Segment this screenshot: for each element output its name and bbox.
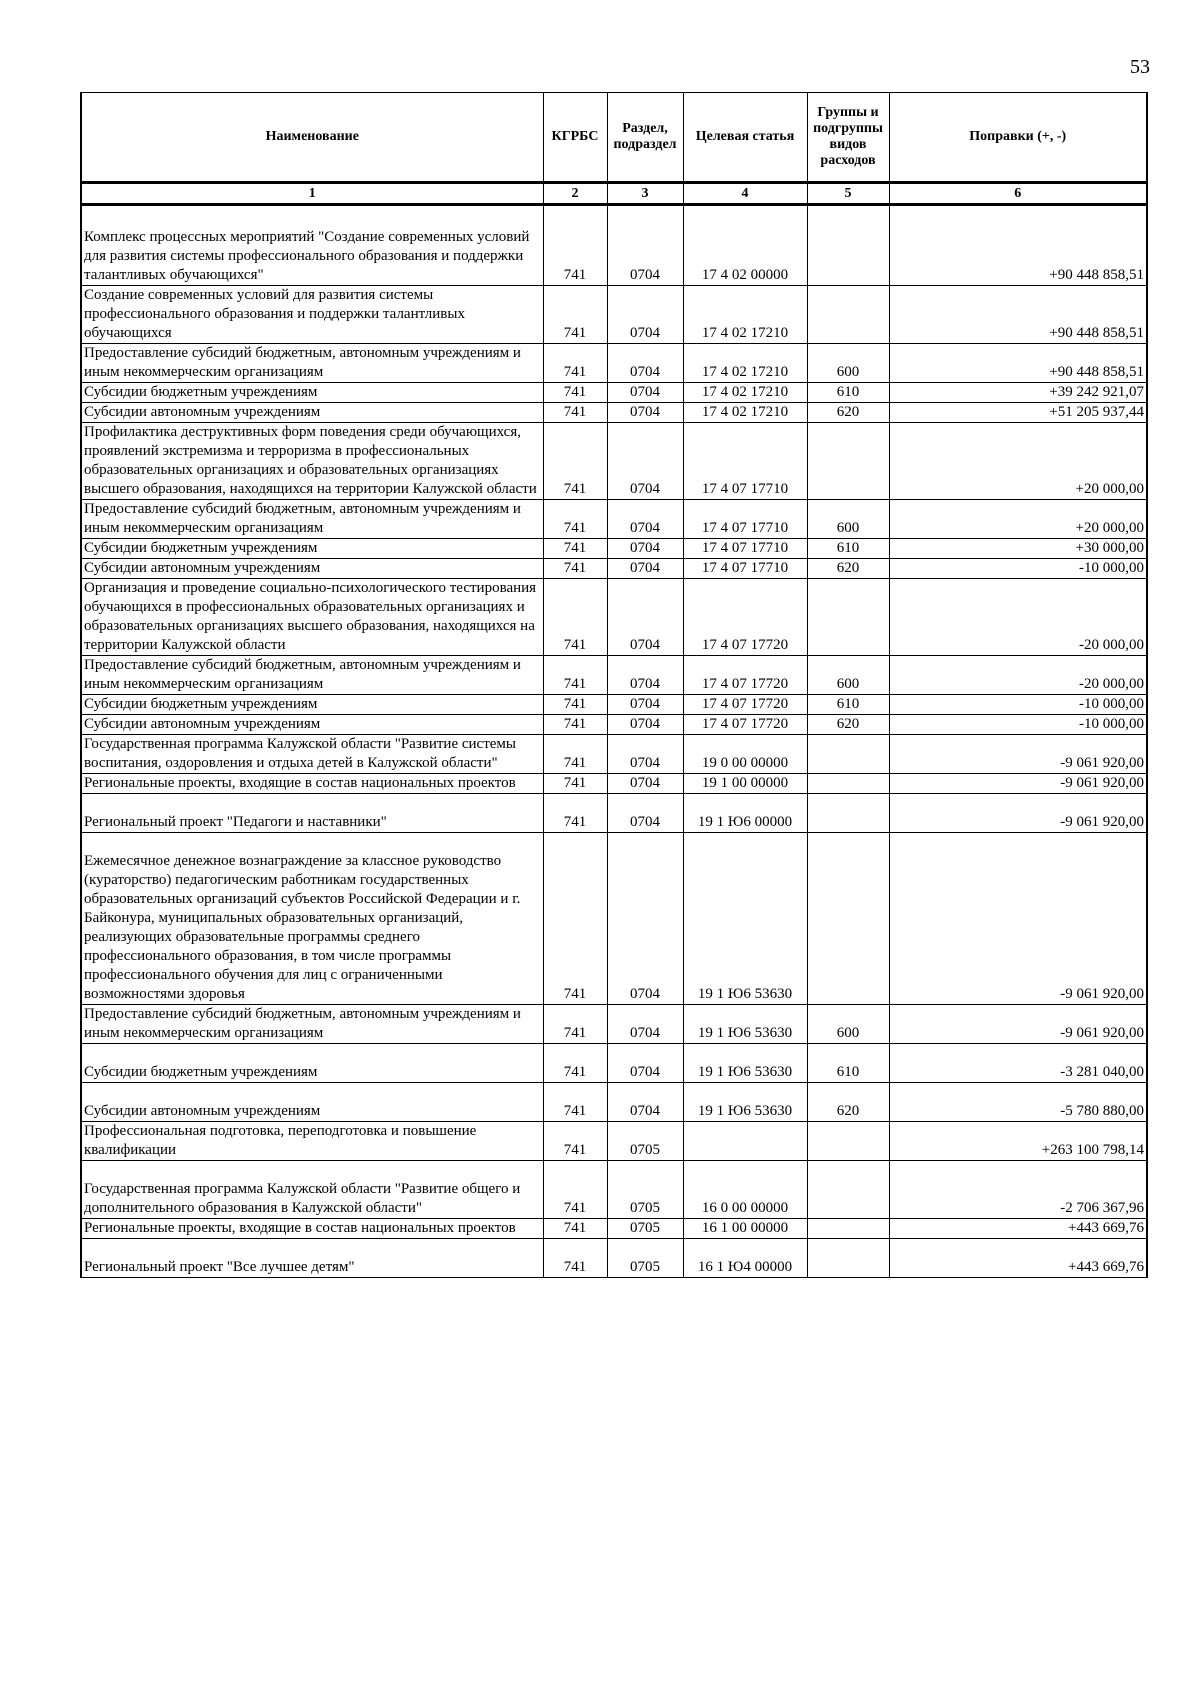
row-kgrbs: 741	[543, 735, 607, 774]
row-razdel: 0704	[607, 559, 683, 579]
row-name: Государственная программа Калужской области "Развитие системы воспитания, оздоровления и отдыха детей в Калужской области"	[81, 735, 543, 774]
row-target-article: 17 4 07 17710	[683, 559, 807, 579]
row-amount: -20 000,00	[889, 656, 1147, 695]
row-amount: +39 242 921,07	[889, 383, 1147, 403]
row-target-article: 17 4 07 17710	[683, 423, 807, 500]
header-row	[81, 93, 1147, 183]
row-expense-group: 620	[807, 403, 889, 423]
spacer-row	[81, 205, 1147, 229]
row-amount: +51 205 937,44	[889, 403, 1147, 423]
row-target-article: 16 1 Ю4 00000	[683, 1239, 807, 1278]
row-expense-group: 600	[807, 656, 889, 695]
row-kgrbs: 741	[543, 539, 607, 559]
row-kgrbs: 741	[543, 695, 607, 715]
row-amount: +90 448 858,51	[889, 286, 1147, 344]
row-amount: -10 000,00	[889, 559, 1147, 579]
row-name: Создание современных условий для развития системы профессионального образования и поддержки талантливых обучающихся	[81, 286, 543, 344]
row-name: Субсидии бюджетным учреждениям	[81, 1044, 543, 1083]
table-row	[81, 228, 1147, 286]
row-amount: -9 061 920,00	[889, 794, 1147, 833]
column-number: 4	[683, 183, 807, 205]
row-name: Предоставление субсидий бюджетным, автономным учреждениям и иным некоммерческим организациям	[81, 344, 543, 383]
row-amount: -3 281 040,00	[889, 1044, 1147, 1083]
row-razdel: 0704	[607, 500, 683, 539]
row-kgrbs: 741	[543, 794, 607, 833]
row-name: Предоставление субсидий бюджетным, автономным учреждениям и иным некоммерческим организациям	[81, 656, 543, 695]
row-name: Субсидии автономным учреждениям	[81, 403, 543, 423]
row-amount: -5 780 880,00	[889, 1083, 1147, 1122]
row-amount: +20 000,00	[889, 500, 1147, 539]
row-target-article: 16 1 00 00000	[683, 1219, 807, 1239]
row-razdel: 0704	[607, 774, 683, 794]
row-name: Предоставление субсидий бюджетным, автономным учреждениям и иным некоммерческим организациям	[81, 500, 543, 539]
header-razdel: Раздел, подраздел	[607, 93, 683, 183]
row-target-article: 19 1 Ю6 53630	[683, 833, 807, 1005]
row-amount: +90 448 858,51	[889, 228, 1147, 286]
row-kgrbs: 741	[543, 344, 607, 383]
row-target-article: 17 4 07 17720	[683, 695, 807, 715]
table-row	[81, 423, 1147, 500]
table-row	[81, 1219, 1147, 1239]
header-amount: Поправки (+, -)	[889, 93, 1147, 183]
row-target-article: 17 4 07 17710	[683, 539, 807, 559]
table-body	[81, 205, 1147, 1278]
budget-amendments-table	[80, 92, 1148, 1278]
row-razdel: 0704	[607, 794, 683, 833]
row-kgrbs: 741	[543, 579, 607, 656]
row-kgrbs: 741	[543, 500, 607, 539]
table-row	[81, 383, 1147, 403]
row-kgrbs: 741	[543, 1239, 607, 1278]
row-target-article: 17 4 02 17210	[683, 403, 807, 423]
row-target-article: 17 4 07 17720	[683, 579, 807, 656]
row-amount: +443 669,76	[889, 1219, 1147, 1239]
row-name: Субсидии автономным учреждениям	[81, 715, 543, 735]
table-row	[81, 833, 1147, 1005]
row-expense-group: 600	[807, 1005, 889, 1044]
table-row	[81, 579, 1147, 656]
table-row	[81, 559, 1147, 579]
row-razdel: 0705	[607, 1239, 683, 1278]
row-expense-group	[807, 228, 889, 286]
row-kgrbs: 741	[543, 774, 607, 794]
table-row	[81, 1083, 1147, 1122]
column-number: 2	[543, 183, 607, 205]
row-razdel: 0704	[607, 1083, 683, 1122]
column-number: 5	[807, 183, 889, 205]
row-razdel: 0704	[607, 344, 683, 383]
row-expense-group	[807, 1219, 889, 1239]
row-kgrbs: 741	[543, 1161, 607, 1219]
row-kgrbs: 741	[543, 1083, 607, 1122]
row-amount: -9 061 920,00	[889, 1005, 1147, 1044]
row-target-article: 19 1 Ю6 53630	[683, 1083, 807, 1122]
row-amount: -9 061 920,00	[889, 833, 1147, 1005]
row-expense-group: 610	[807, 1044, 889, 1083]
table-row	[81, 656, 1147, 695]
row-kgrbs: 741	[543, 403, 607, 423]
row-name: Региональный проект "Педагоги и наставники"	[81, 794, 543, 833]
row-razdel: 0705	[607, 1219, 683, 1239]
row-razdel: 0704	[607, 539, 683, 559]
row-kgrbs: 741	[543, 383, 607, 403]
row-kgrbs: 741	[543, 1005, 607, 1044]
table-row	[81, 403, 1147, 423]
row-target-article: 17 4 07 17710	[683, 500, 807, 539]
table-header	[81, 93, 1147, 205]
row-expense-group	[807, 1239, 889, 1278]
row-amount: -10 000,00	[889, 695, 1147, 715]
row-name: Субсидии автономным учреждениям	[81, 559, 543, 579]
row-amount: +30 000,00	[889, 539, 1147, 559]
row-razdel: 0705	[607, 1161, 683, 1219]
table-row	[81, 735, 1147, 774]
row-name: Предоставление субсидий бюджетным, автономным учреждениям и иным некоммерческим организациям	[81, 1005, 543, 1044]
row-expense-group: 620	[807, 559, 889, 579]
row-target-article: 17 4 02 17210	[683, 383, 807, 403]
row-name: Профессиональная подготовка, переподготовка и повышение квалификации	[81, 1122, 543, 1161]
row-kgrbs: 741	[543, 833, 607, 1005]
table-row	[81, 1161, 1147, 1219]
row-razdel: 0704	[607, 286, 683, 344]
row-razdel: 0704	[607, 656, 683, 695]
table-row	[81, 1044, 1147, 1083]
row-razdel: 0704	[607, 735, 683, 774]
row-expense-group	[807, 1122, 889, 1161]
row-razdel: 0704	[607, 833, 683, 1005]
row-name: Региональный проект "Все лучшее детям"	[81, 1239, 543, 1278]
row-target-article: 17 4 07 17720	[683, 656, 807, 695]
row-kgrbs: 741	[543, 423, 607, 500]
row-kgrbs: 741	[543, 656, 607, 695]
row-razdel: 0704	[607, 579, 683, 656]
table-row	[81, 500, 1147, 539]
row-amount: -9 061 920,00	[889, 735, 1147, 774]
row-amount: -9 061 920,00	[889, 774, 1147, 794]
row-kgrbs: 741	[543, 1044, 607, 1083]
row-name: Субсидии бюджетным учреждениям	[81, 383, 543, 403]
row-razdel: 0704	[607, 695, 683, 715]
row-target-article: 19 1 Ю6 53630	[683, 1005, 807, 1044]
row-name: Субсидии автономным учреждениям	[81, 1083, 543, 1122]
row-target-article: 17 4 07 17720	[683, 715, 807, 735]
row-kgrbs: 741	[543, 286, 607, 344]
row-name: Государственная программа Калужской области "Развитие общего и дополнительного образования в Калужской области"	[81, 1161, 543, 1219]
row-amount: -10 000,00	[889, 715, 1147, 735]
row-expense-group: 600	[807, 500, 889, 539]
table-row	[81, 1122, 1147, 1161]
row-expense-group	[807, 579, 889, 656]
row-name: Профилактика деструктивных форм поведения среди обучающихся, проявлений экстремизма и терроризма в профессиональных образовательных организациях и образовательных организациях высшего образования, находящихся на территории Калужской области	[81, 423, 543, 500]
table-row	[81, 286, 1147, 344]
table-row	[81, 1005, 1147, 1044]
row-kgrbs: 741	[543, 1122, 607, 1161]
row-name: Региональные проекты, входящие в состав национальных проектов	[81, 1219, 543, 1239]
row-amount: +90 448 858,51	[889, 344, 1147, 383]
row-razdel: 0704	[607, 403, 683, 423]
row-expense-group	[807, 423, 889, 500]
row-target-article: 17 4 02 17210	[683, 344, 807, 383]
table-row	[81, 794, 1147, 833]
row-expense-group: 600	[807, 344, 889, 383]
row-expense-group: 610	[807, 539, 889, 559]
row-razdel: 0704	[607, 715, 683, 735]
row-razdel: 0704	[607, 383, 683, 403]
row-target-article: 17 4 02 17210	[683, 286, 807, 344]
row-razdel: 0704	[607, 423, 683, 500]
row-amount: +20 000,00	[889, 423, 1147, 500]
row-expense-group: 620	[807, 715, 889, 735]
row-amount: +443 669,76	[889, 1239, 1147, 1278]
row-expense-group	[807, 735, 889, 774]
header-kgrbs: КГРБС	[543, 93, 607, 183]
row-razdel: 0704	[607, 1044, 683, 1083]
row-target-article: 16 0 00 00000	[683, 1161, 807, 1219]
table-row	[81, 539, 1147, 559]
header-name: Наименование	[81, 93, 543, 183]
row-kgrbs: 741	[543, 559, 607, 579]
row-expense-group: 620	[807, 1083, 889, 1122]
row-name: Ежемесячное денежное вознаграждение за классное руководство (кураторство) педагогическим работникам государственных образовательных организаций субъектов Российской Федерации и г. Байконура, муниципальных образовательных организаций, реализующих образовательные программы среднего профессионального образования, в том числе программы профессионального обучения для лиц с ограниченными возможностями здоровья	[81, 833, 543, 1005]
table-row	[81, 695, 1147, 715]
row-razdel: 0705	[607, 1122, 683, 1161]
row-amount: -20 000,00	[889, 579, 1147, 656]
row-name: Субсидии бюджетным учреждениям	[81, 695, 543, 715]
row-expense-group	[807, 794, 889, 833]
header-groups: Группы и подгруппы видов расходов	[807, 93, 889, 183]
row-kgrbs: 741	[543, 715, 607, 735]
row-razdel: 0704	[607, 228, 683, 286]
row-name: Комплекс процессных мероприятий "Создание современных условий для развития системы профессионального образования и поддержки талантливых обучающихся"	[81, 228, 543, 286]
table-row	[81, 774, 1147, 794]
row-target-article: 19 0 00 00000	[683, 735, 807, 774]
row-name: Организация и проведение социально-психологического тестирования обучающихся в профессиональных образовательных организациях и образовательных организациях высшего образования, находящихся на территории Калужской области	[81, 579, 543, 656]
row-target-article: 19 1 Ю6 53630	[683, 1044, 807, 1083]
column-number: 6	[889, 183, 1147, 205]
row-amount: +263 100 798,14	[889, 1122, 1147, 1161]
row-target-article	[683, 1122, 807, 1161]
column-number: 3	[607, 183, 683, 205]
row-expense-group	[807, 286, 889, 344]
row-target-article: 17 4 02 00000	[683, 228, 807, 286]
row-razdel: 0704	[607, 1005, 683, 1044]
row-kgrbs: 741	[543, 1219, 607, 1239]
row-expense-group	[807, 833, 889, 1005]
row-name: Субсидии бюджетным учреждениям	[81, 539, 543, 559]
row-expense-group: 610	[807, 695, 889, 715]
header-statya: Целевая статья	[683, 93, 807, 183]
table-row	[81, 344, 1147, 383]
row-expense-group	[807, 774, 889, 794]
column-number: 1	[81, 183, 543, 205]
row-kgrbs: 741	[543, 228, 607, 286]
column-number-row	[81, 183, 1147, 205]
row-expense-group: 610	[807, 383, 889, 403]
row-amount: -2 706 367,96	[889, 1161, 1147, 1219]
table-row	[81, 1239, 1147, 1278]
row-target-article: 19 1 Ю6 00000	[683, 794, 807, 833]
row-expense-group	[807, 1161, 889, 1219]
table-row	[81, 715, 1147, 735]
row-target-article: 19 1 00 00000	[683, 774, 807, 794]
page-number: 53	[1130, 56, 1150, 78]
row-name: Региональные проекты, входящие в состав национальных проектов	[81, 774, 543, 794]
